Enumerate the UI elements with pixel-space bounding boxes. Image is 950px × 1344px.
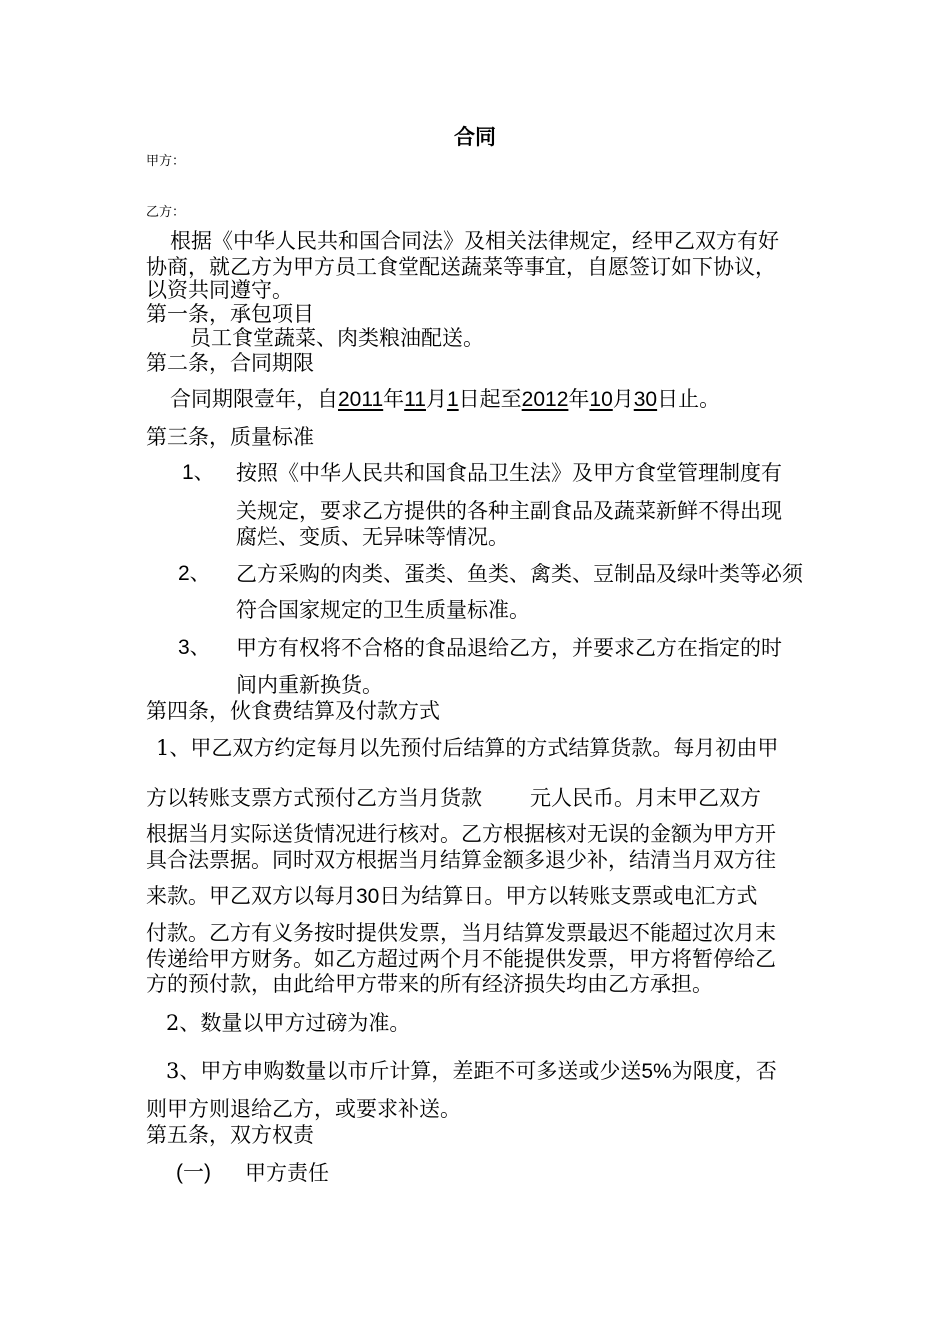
article-2-heading: 第二条，合同期限: [146, 351, 314, 375]
term-month-char: 月: [425, 387, 447, 411]
term-start-day: 1: [446, 388, 459, 411]
list-item-line: 按照《中华人民共和国食品卫生法》及甲方食堂管理制度有: [236, 461, 782, 485]
paragraph-line: 付款。乙方有义务按时提供发票，当月结算发票最迟不能超过次月末: [146, 921, 776, 945]
settlement-text: 日为结算日。甲方以转账支票或电汇方式: [379, 884, 758, 908]
paragraph-line: 根据当月实际送货情况进行核对。乙方根据核对无误的金额为甲方开: [146, 822, 776, 846]
term-month-char: 月: [612, 387, 634, 411]
preamble-line: 根据《中华人民共和国合同法》及相关法律规定，经甲乙双方有好: [170, 229, 779, 253]
paragraph-line: 传递给甲方财务。如乙方超过两个月不能提供发票，甲方将暂停给乙: [146, 947, 776, 971]
article-4-heading: 第四条，伙食费结算及付款方式: [146, 699, 440, 723]
contract-term-line: [170, 386, 720, 413]
paragraph-line: [146, 883, 757, 910]
party-a-label: 甲方：: [146, 154, 186, 169]
article-5-heading: 第五条，双方权责: [146, 1123, 314, 1147]
term-end: 日止。: [657, 387, 721, 411]
term-start-year: 2011: [338, 388, 384, 411]
paragraph-line: [146, 785, 761, 811]
list-item-line: 甲方有权将不合格的食品退给乙方，并要求乙方在指定的时: [236, 636, 782, 660]
list-item-number: 1、: [182, 461, 215, 484]
term-start-month: 11: [404, 388, 426, 411]
settlement-text: 来款。甲乙双方以每月: [146, 884, 356, 908]
currency-text: 元人民币。月末甲乙双方: [530, 786, 761, 810]
article-3-heading: 第三条，质量标准: [146, 425, 314, 449]
advance-payment-text: 方以转账支票方式预付乙方当月货款: [146, 786, 482, 810]
list-item-line: 腐烂、变质、无异味等情况。: [236, 525, 509, 549]
term-mid: 日起至: [458, 387, 522, 411]
subsection-label: 甲方责任: [245, 1161, 329, 1185]
list-item-line: 关规定，要求乙方提供的各种主副食品及蔬菜新鲜不得出现: [236, 499, 782, 523]
list-item-line: 符合国家规定的卫生质量标准。: [236, 598, 530, 622]
subsection-number: (一): [176, 1161, 211, 1184]
paragraph-line: 方的预付款，由此给甲方带来的所有经济损失均由乙方承担。: [146, 972, 713, 996]
paragraph-line: [166, 1058, 777, 1085]
paragraph-line: 2、数量以甲方过磅为准。: [166, 1011, 411, 1035]
term-end-day: 30: [633, 388, 658, 411]
term-year-char: 年: [568, 387, 590, 411]
party-b-label: 乙方：: [146, 205, 186, 220]
preamble-line: 协商，就乙方为甲方员工食堂配送蔬菜等事宜，自愿签订如下协议，: [146, 255, 776, 279]
article-1-body: 员工食堂蔬菜、肉类粮油配送。: [190, 326, 484, 350]
quantity-text: 3、甲方申购数量以市斤计算，差距不可多送或少送: [166, 1059, 642, 1083]
paragraph-line: 具合法票据。同时双方根据当月结算金额多退少补，结清当月双方往: [146, 848, 776, 872]
paragraph-line: 则甲方则退给乙方，或要求补送。: [146, 1097, 461, 1121]
article-1-heading: 第一条，承包项目: [146, 302, 314, 326]
contract-title: 合同: [454, 124, 496, 149]
paragraph-line: 1、甲乙双方约定每月以先预付后结算的方式结算货款。每月初由甲: [156, 736, 779, 760]
term-prefix: 合同期限壹年，自: [170, 387, 338, 411]
term-year-char: 年: [383, 387, 405, 411]
preamble-line: 以资共同遵守。: [146, 278, 293, 302]
list-item-line: 乙方采购的肉类、蛋类、鱼类、禽类、豆制品及绿叶类等必须: [236, 562, 803, 586]
quantity-text: 为限度，否: [671, 1059, 777, 1083]
tolerance-percent: 5%: [641, 1060, 672, 1083]
list-item-number: 2、: [178, 562, 211, 585]
list-item-line: 间内重新换货。: [236, 673, 383, 697]
term-end-month: 10: [589, 388, 613, 411]
list-item-number: 3、: [178, 636, 211, 659]
term-end-year: 2012: [521, 388, 569, 411]
settlement-day: 30: [356, 885, 380, 908]
